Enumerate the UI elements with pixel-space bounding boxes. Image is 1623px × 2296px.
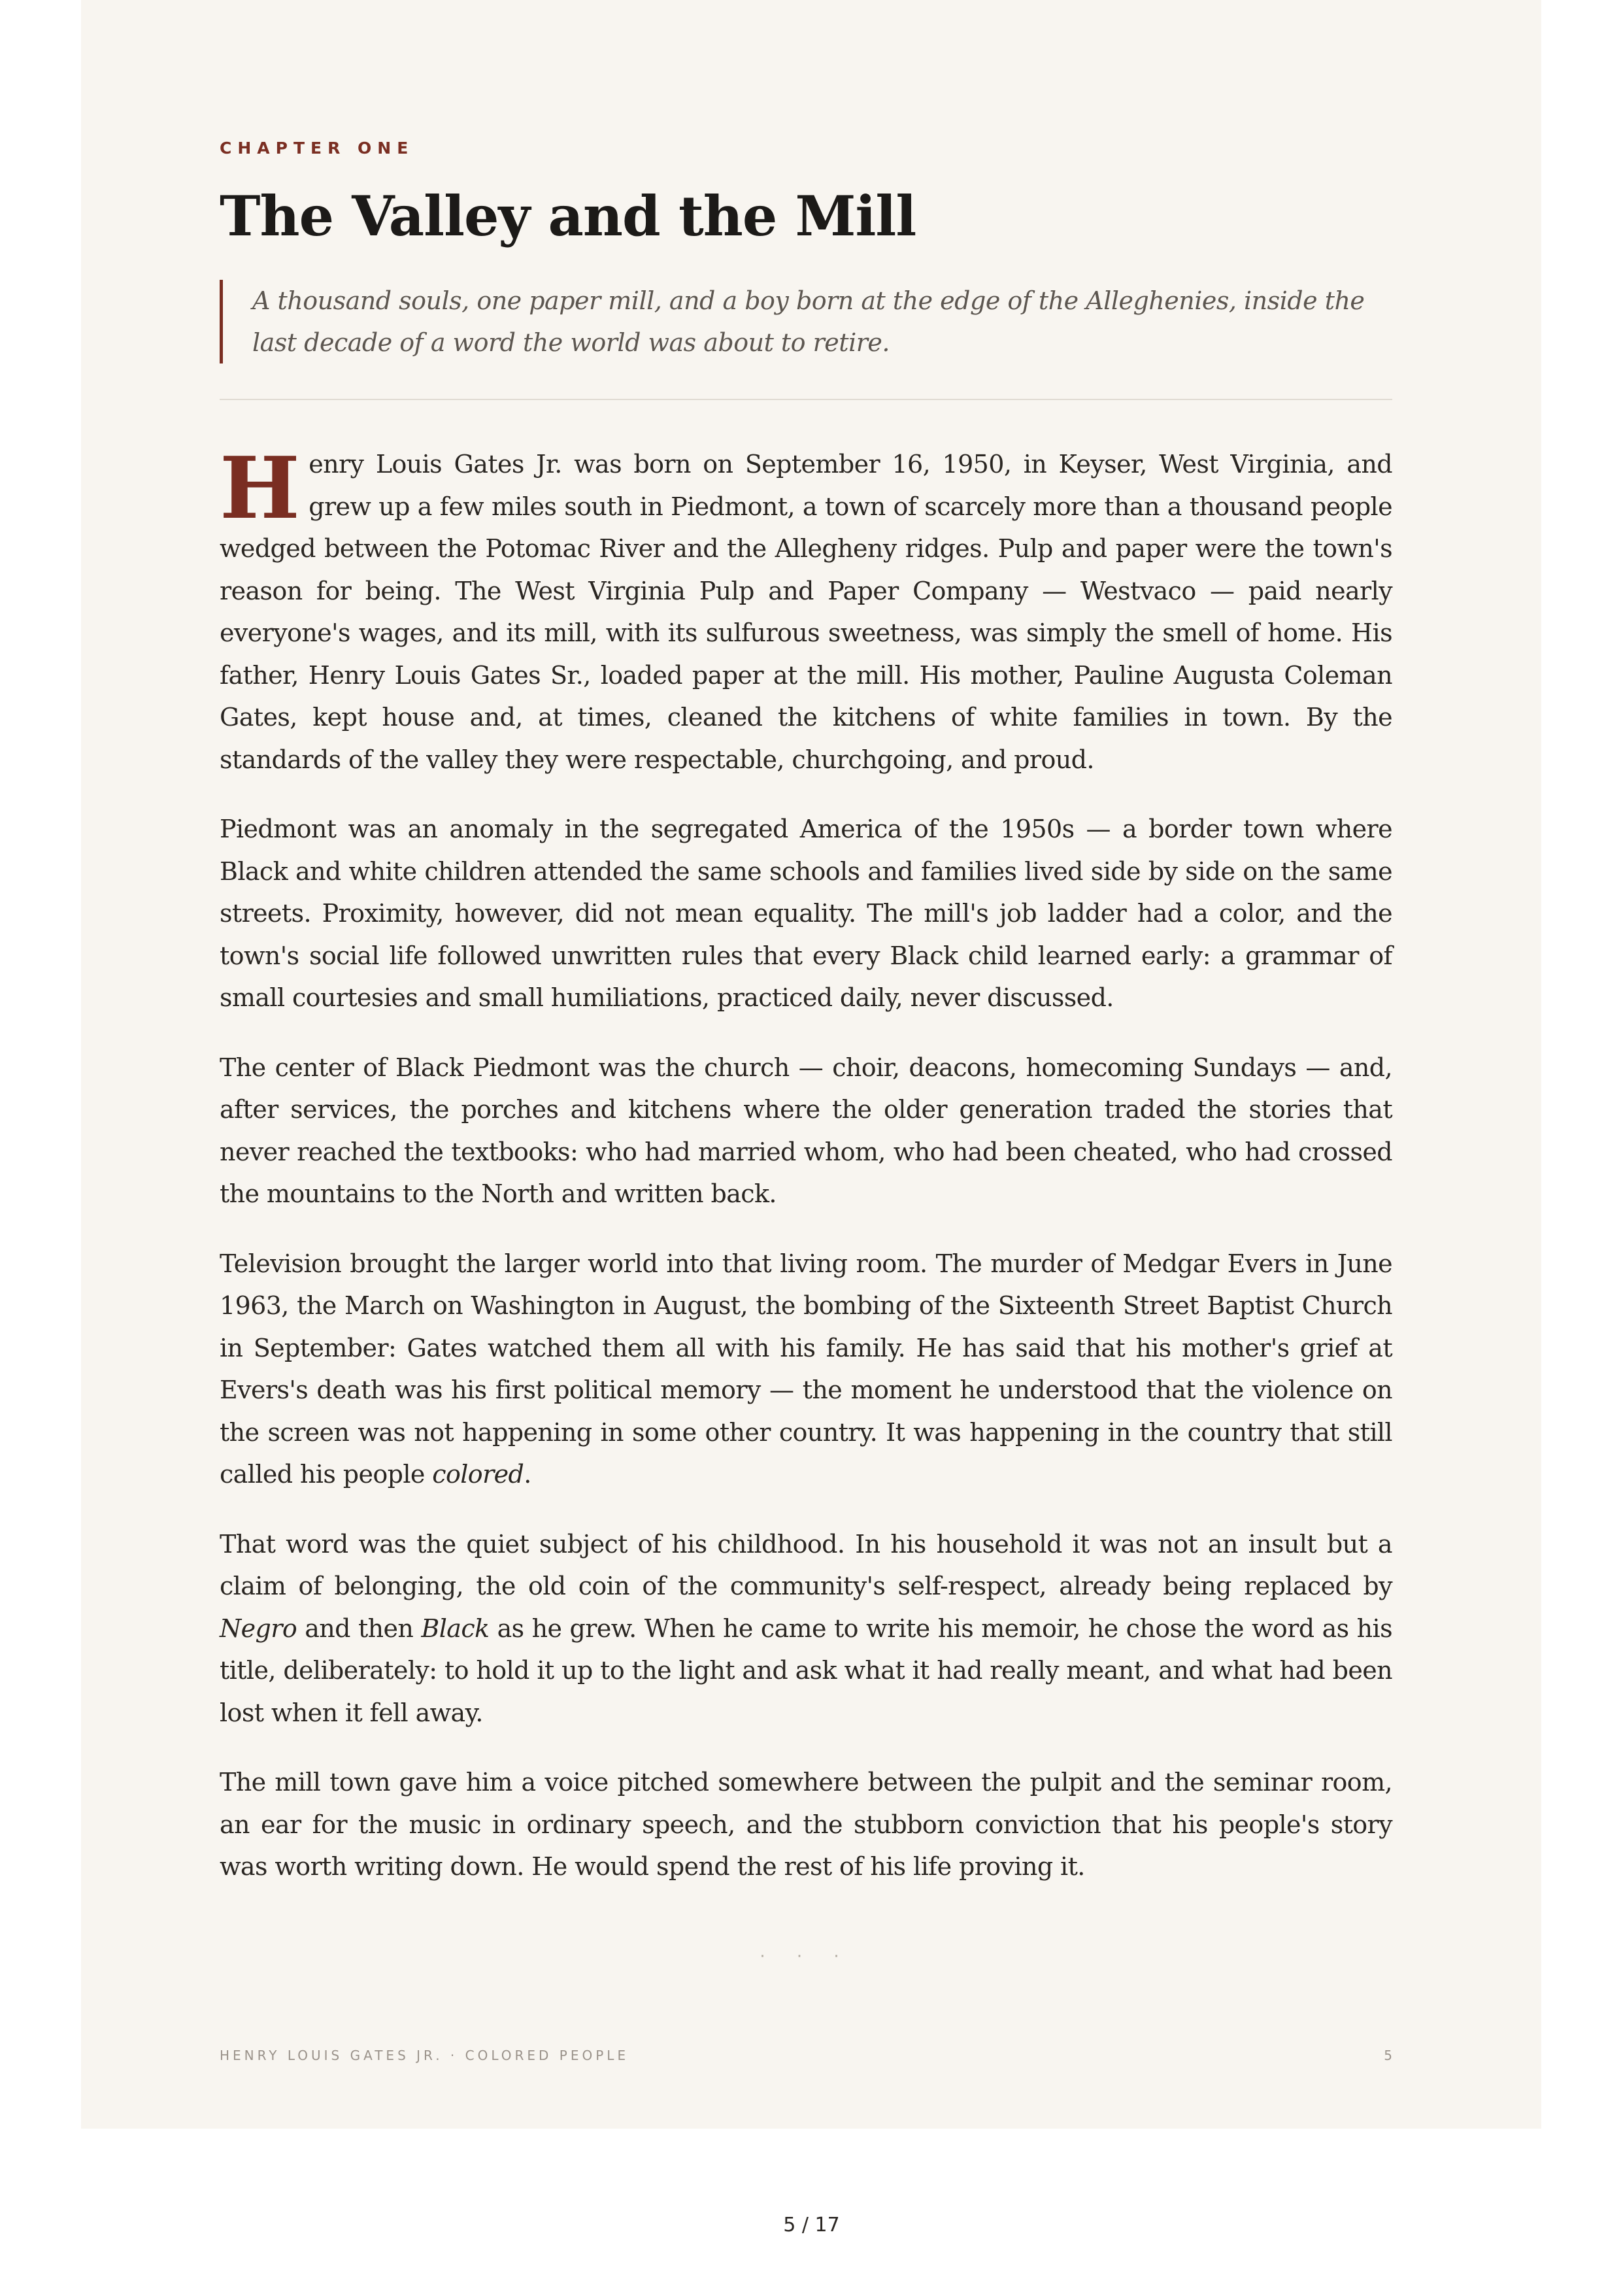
paragraph-1 [220, 438, 1392, 781]
section-ornament: · · · [760, 1947, 852, 1967]
chapter-body [220, 438, 1392, 1916]
paragraph-4 [220, 1243, 1392, 1496]
paragraph-6: The mill town gave him a voice pitched somewhere between the pulpit and the seminar room, an ear for the music in ordinary speech, and the stubborn conviction that his people's story was worth writing down. He would spend the rest of his life proving it. [220, 1768, 1392, 1881]
section-divider [220, 399, 1392, 400]
paragraph-5-part2: and then [297, 1613, 422, 1643]
emphasis-colored: colored [432, 1460, 524, 1489]
paragraph-4-text: Television brought the larger world into that living room. The murder of Medgar Evers in June 1963, the March on Washington in August, the bombing of the Sixteenth Street Baptist Church in September: Gates watched them all with his family. He has said that his mother's grief at Evers's death was his first political memory — the moment he understood that the violence on the screen was not happening in some other country. It was happening in the country that still called his people [220, 1249, 1392, 1489]
chapter-epigraph: A thousand souls, one paper mill, and a boy born at the edge of the Alleghenies, inside the last decade of a word the world was about to retire. [220, 280, 1392, 363]
paragraph-4-end: . [524, 1460, 531, 1489]
paragraph-3: The center of Black Piedmont was the church — choir, deacons, homecoming Sundays — and, after services, the porches and kitchens where the older generation traded the stories that never reached the textbooks: who had married whom, who had been cheated, who had crossed the mountains to the North and written back. [220, 1053, 1392, 1208]
paragraph-1-text: enry Louis Gates Jr. was born on September 16, 1950, in Keyser, West Virginia, and grew up a few miles south in Piedmont, a town of scarcely more than a thousand people wedged between the Potomac River and the Allegheny ridges. Pulp and paper were the town's reason for being. The West Virginia Pulp and Paper Company — Westvaco — paid nearly everyone's wages, and its mill, with its sulfurous sweetness, was simply the smell of home. His father, Henry Louis Gates Sr., loaded paper at the mill. His mother, Pauline Augusta Coleman Gates, kept house and, at times, cleaned the kitchens of white families in town. By the standards of the valley they were respectable, churchgoing, and proud. [220, 450, 1392, 774]
running-footer: HENRY LOUIS GATES JR. · COLORED PEOPLE [220, 2048, 629, 2063]
chapter-title: The Valley and the Mill [220, 184, 916, 248]
document-page [81, 0, 1541, 2129]
page-number: 5 [1384, 2048, 1392, 2063]
paragraph-5 [220, 1523, 1392, 1734]
emphasis-black: Black [421, 1613, 490, 1643]
chapter-label: CHAPTER ONE [220, 139, 414, 158]
paragraph-2: Piedmont was an anomaly in the segregated America of the 1950s — a border town where Black and white children attended the same schools and families lived side by side on the same streets. Proximity, however, did not mean equality. The mill's job ladder had a color, and the town's social life followed unwritten rules that every Black child learned early: a grammar of small courtesies and small humiliations, practiced daily, never discussed. [220, 815, 1392, 1012]
paragraph-5-part1: That word was the quiet subject of his childhood. In his household it was not an insult but a claim of belonging, the old coin of the community's self-respect, already being replaced by [220, 1529, 1392, 1600]
page-indicator: 5 / 17 [783, 2214, 840, 2237]
drop-cap: H [220, 438, 300, 538]
emphasis-negro: Negro [220, 1613, 297, 1643]
paragraph-5-part3: as he grew. When he came to write his memoir, he chose the word as his title, deliberately: to hold it up to the light and ask what it had really meant, and what had been lost when it fell away. [220, 1613, 1392, 1727]
